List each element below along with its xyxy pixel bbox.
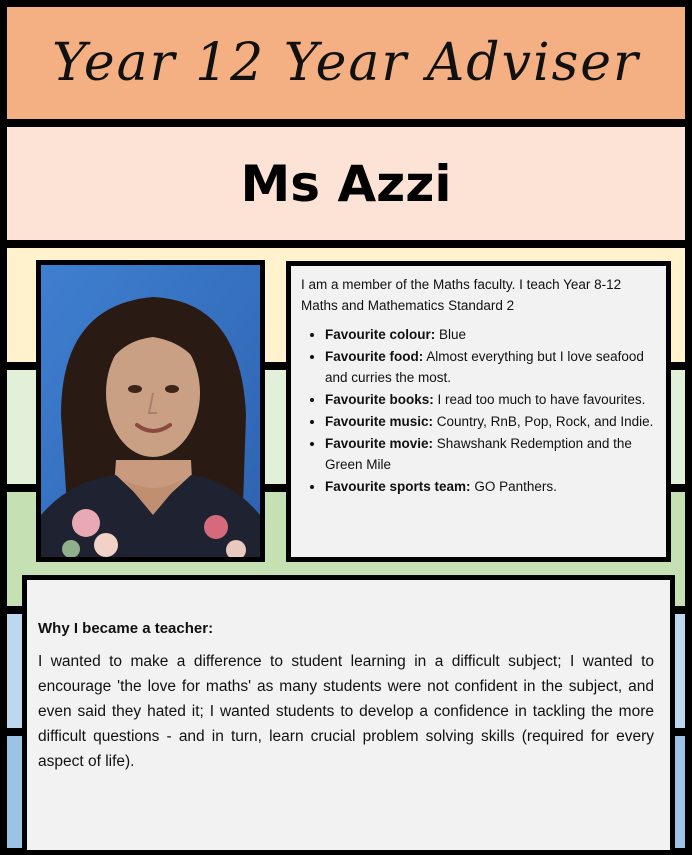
- list-item: [325, 476, 666, 497]
- favourite-value: Blue: [439, 327, 467, 342]
- teacher-name: Ms Azzi: [240, 154, 452, 213]
- list-item: [325, 346, 666, 388]
- portrait-image: [41, 265, 260, 557]
- title-band: [7, 7, 685, 119]
- why-heading: Why I became a teacher:: [38, 620, 214, 637]
- favourite-value: Shawshank Redemption and the Green Mile: [325, 436, 632, 472]
- why-body-text: I wanted to make a difference to student learning in a difficult subject; I wanted to encourage 'the love for maths' as many students were not confident in the subject, and even said they hated it; I wanted students to develop a confidence in tackling the more difficult questions - and in turn, learn crucial problem solving skills (required for every aspect of life).: [38, 653, 654, 770]
- favourite-label: Favourite food:: [325, 349, 424, 364]
- name-band: [7, 127, 685, 240]
- teacher-photo: [36, 260, 265, 562]
- favourite-value: Country, RnB, Pop, Rock, and Indie.: [436, 414, 654, 429]
- about-box: [286, 261, 671, 562]
- favourites-list: [301, 324, 666, 497]
- list-item: [325, 433, 666, 475]
- favourite-label: Favourite movie:: [325, 436, 434, 451]
- favourite-value: I read too much to have favourites.: [437, 392, 646, 407]
- why-teacher-box: [22, 575, 675, 855]
- favourite-label: Favourite music:: [325, 414, 434, 429]
- favourite-value: GO Panthers.: [474, 479, 557, 494]
- intro-text: I am a member of the Maths faculty. I teach Year 8-12 Maths and Mathematics Standard 2: [301, 277, 622, 313]
- list-item: [325, 389, 666, 410]
- list-item: [325, 324, 666, 345]
- favourite-label: Favourite colour:: [325, 327, 436, 342]
- favourite-label: Favourite sports team:: [325, 479, 471, 494]
- poster-title: Year 12 Year Adviser: [52, 33, 640, 93]
- favourite-label: Favourite books:: [325, 392, 434, 407]
- favourite-value: Almost everything but I love seafood and curries the most.: [325, 349, 644, 385]
- list-item: [325, 411, 666, 432]
